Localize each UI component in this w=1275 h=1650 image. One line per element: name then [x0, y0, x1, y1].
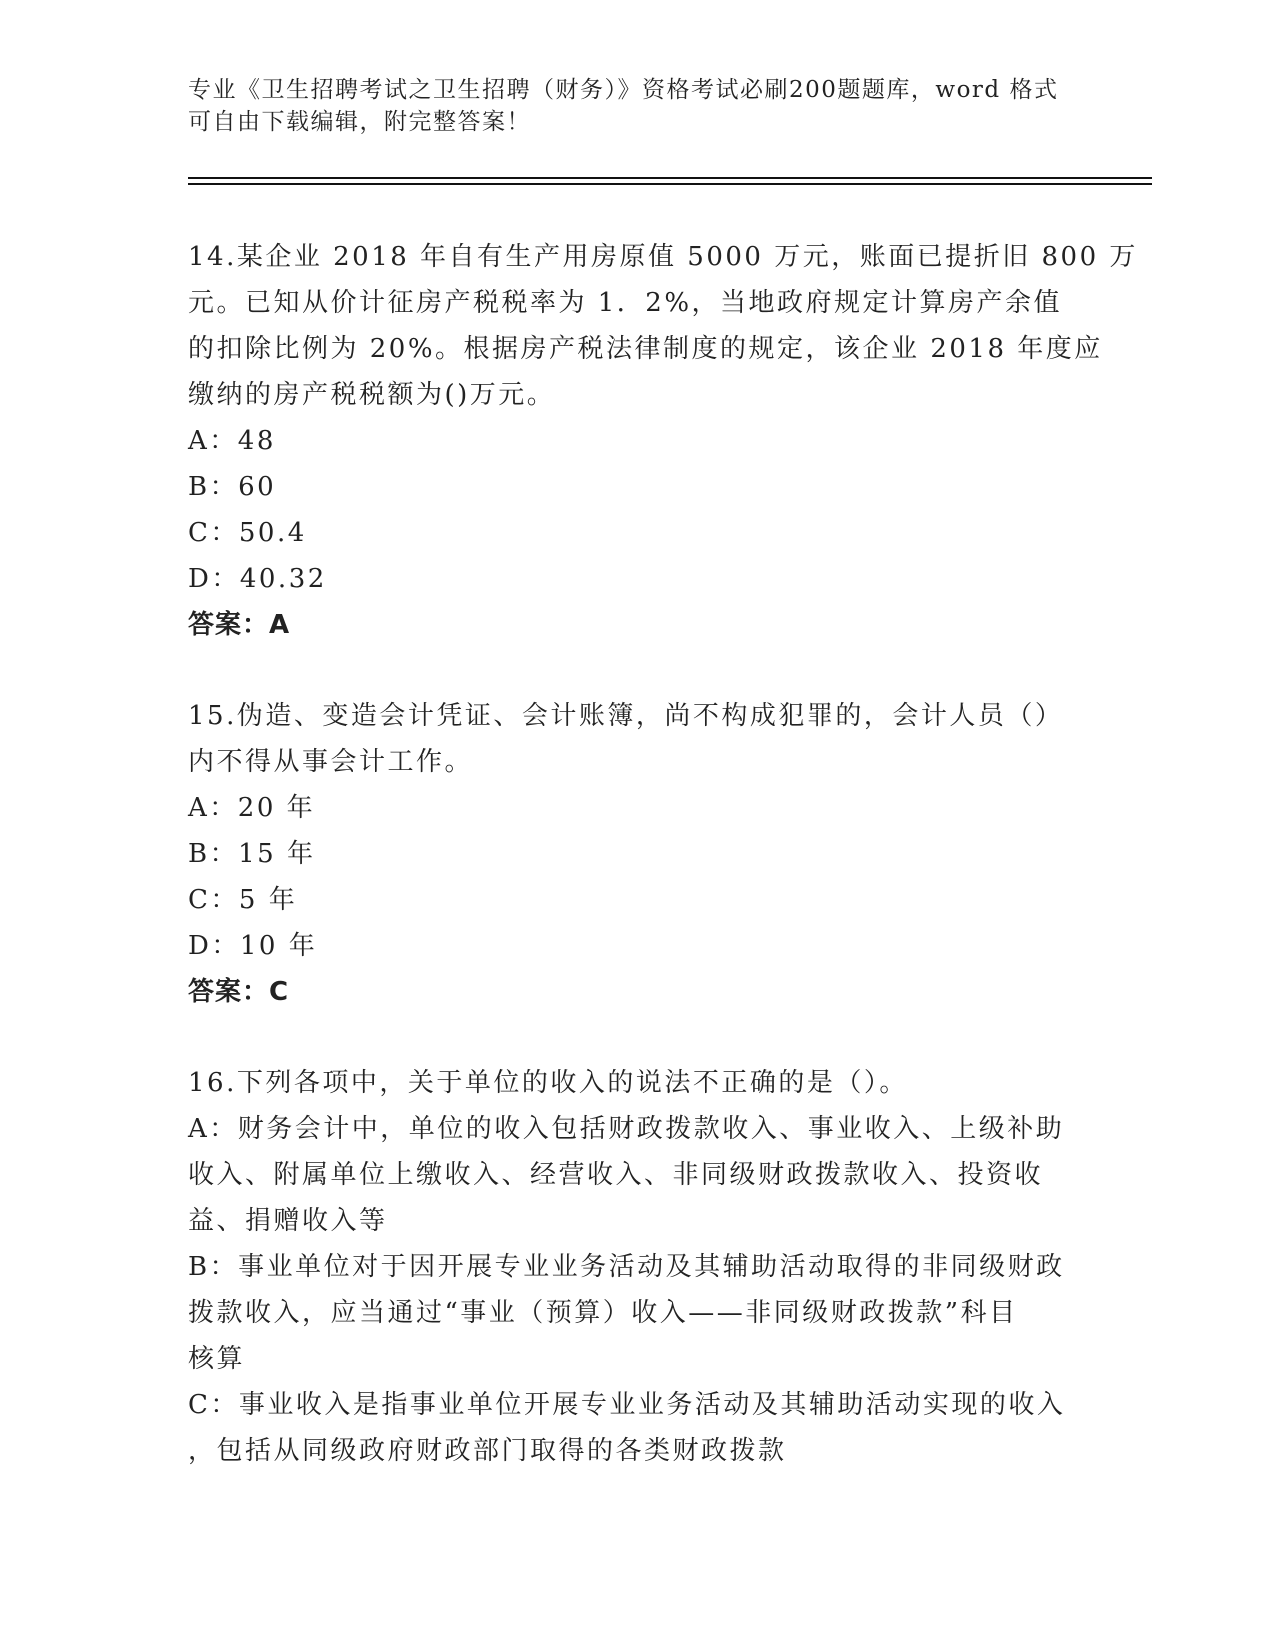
option-d: D：40.32 — [188, 564, 327, 594]
question-stem-line: 15.伪造、变造会计凭证、会计账簿，尚不构成犯罪的，会计人员（） — [188, 701, 1064, 731]
option-line: A：财务会计中，单位的收入包括财政拨款收入、事业收入、上级补助 — [188, 1114, 1065, 1144]
answer-label: 答案：C — [188, 977, 290, 1007]
option-a: A：48 — [188, 426, 276, 456]
option-line: 核算 — [188, 1344, 246, 1374]
option-line: C：事业收入是指事业单位开展专业业务活动及其辅助活动实现的收入 — [188, 1390, 1066, 1420]
question-stem-line: 16.下列各项中，关于单位的收入的说法不正确的是（）。 — [188, 1068, 908, 1098]
question-stem-line: 内不得从事会计工作。 — [188, 747, 474, 777]
option-d: D：10 年 — [188, 931, 318, 961]
question-stem-line: 的扣除比例为 20%。根据房产税法律制度的规定，该企业 2018 年度应 — [188, 334, 1103, 364]
option-c: C：50.4 — [188, 518, 307, 548]
question-15 — [188, 693, 1088, 1015]
header-line-2: 可自由下载编辑，附完整答案！ — [188, 109, 531, 135]
document-header — [188, 74, 1068, 138]
option-line: ，包括从同级政府财政部门取得的各类财政拨款 — [188, 1436, 787, 1466]
option-b: B：60 — [188, 472, 277, 502]
header-line-1: 专业《卫生招聘考试之卫生招聘（财务）》资格考试必刷200题题库，word 格式 — [188, 77, 1059, 103]
option-b: B：15 年 — [188, 839, 316, 869]
document-body — [188, 234, 1138, 1474]
option-line: 收入、附属单位上缴收入、经营收入、非同级财政拨款收入、投资收 — [188, 1160, 1044, 1190]
option-line: 拨款收入，应当通过“事业（预算）收入——非同级财政拨款”科目 — [188, 1298, 1018, 1328]
option-line: B：事业单位对于因开展专业业务活动及其辅助活动取得的非同级财政 — [188, 1252, 1065, 1282]
question-stem-line: 14.某企业 2018 年自有生产用房原值 5000 万元，账面已提折旧 800 万 — [188, 242, 1138, 272]
question-16 — [188, 1060, 1088, 1474]
header-rule-bottom — [188, 183, 1152, 185]
question-stem-line: 缴纳的房产税税额为()万元。 — [188, 380, 556, 410]
question-stem-line: 元。已知从价计征房产税税率为 1．2%，当地政府规定计算房产余值 — [188, 288, 1063, 318]
answer-label: 答案：A — [188, 610, 291, 640]
header-rule-top — [188, 177, 1152, 179]
option-c: C：5 年 — [188, 885, 298, 915]
option-line: 益、捐赠收入等 — [188, 1206, 388, 1236]
question-14 — [188, 234, 1138, 648]
option-a: A：20 年 — [188, 793, 316, 823]
